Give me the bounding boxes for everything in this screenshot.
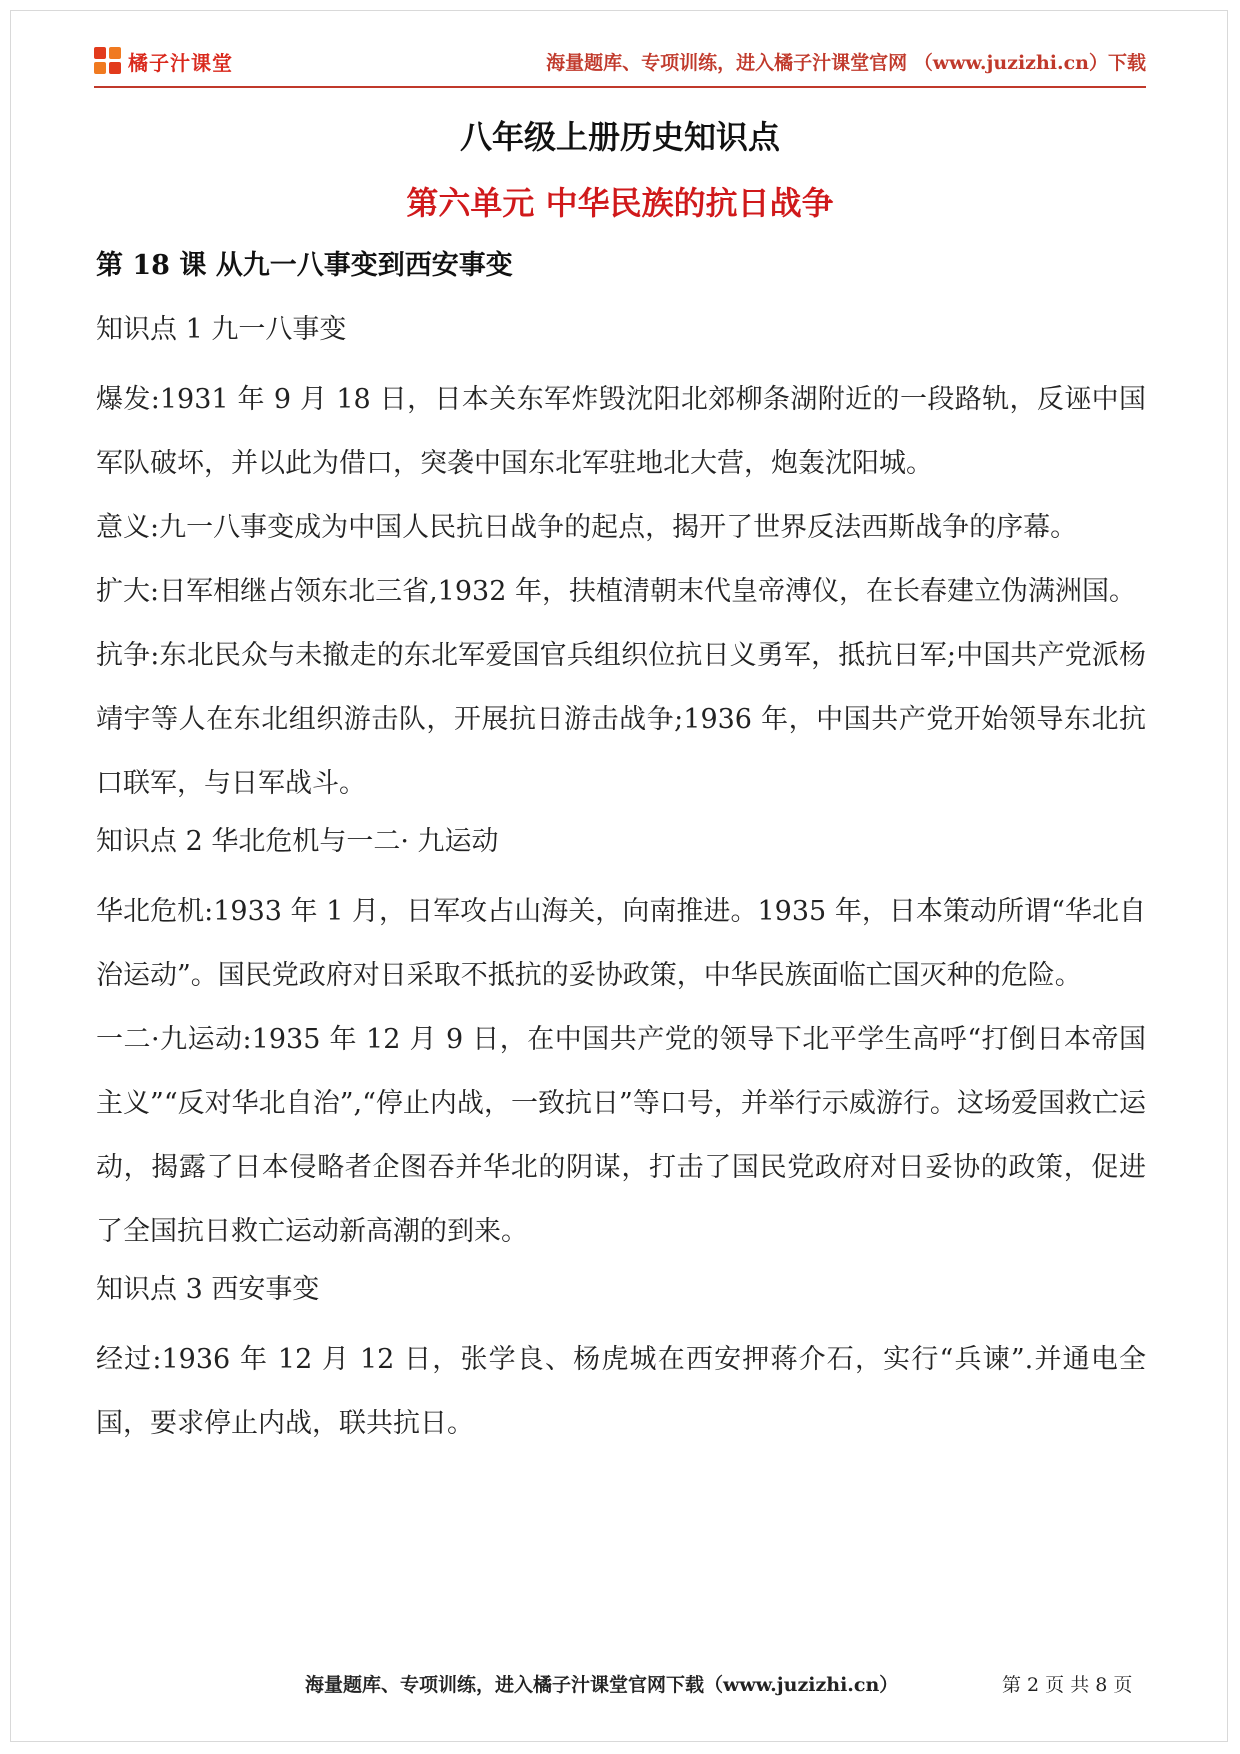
brand-logo[interactable] <box>94 46 233 76</box>
page-header <box>94 42 1146 88</box>
paragraph: 一二·九运动:1935 年 12 月 9 日，在中国共产党的领导下北平学生高呼“打倒日本帝国主义”“反对华北自治”,“停止内战，一致抗日”等口号，并举行示威游行。这场爱国救亡运动，揭露了日本侵略者企图吞并华北的阴谋，打击了国民党政府对日妥协的政策，促进了全国抗日救亡运动新高潮的到来。 <box>96 1024 1146 1247</box>
logo-icon <box>94 47 122 75</box>
paragraph: 华北危机:1933 年 1 月，日军攻占山海关，向南推进。1935 年，日本策动所谓“华北自治运动”。国民党政府对日采取不抵抗的妥协政策，中华民族面临亡国灭种的危险。 <box>96 896 1146 991</box>
paragraph: 爆发:1931 年 9 月 18 日，日本关东军炸毁沈阳北郊柳条湖附近的一段路轨，反诬中国军队破坏，并以此为借口，突袭中国东北军驻地北大营，炮轰沈阳城。 <box>96 384 1146 479</box>
document-title: 八年级上册历史知识点 <box>459 118 780 156</box>
page-number: 第 2 页 共 8 页 <box>1002 1674 1133 1696</box>
knowledge-point-title: 知识点 1 九一八事变 <box>96 314 347 345</box>
lesson-title: 第 18 课 从九一八事变到西安事变 <box>96 250 513 281</box>
page-footer <box>0 1664 1240 1704</box>
paragraph: 抗争:东北民众与未撤走的东北军爱国官兵组织位抗日义勇军，抵抗日军;中国共产党派杨靖宇等人在东北组织游击队，开展抗日游击战争;1936 年，中国共产党开始领导东北抗口联军，与日军战斗。 <box>96 640 1146 799</box>
footer-text[interactable]: 海量题库、专项训练，进入橘子汁课堂官网下载（www.juzizhi.cn） <box>305 1674 899 1696</box>
knowledge-point-title: 知识点 3 西安事变 <box>96 1274 320 1305</box>
unit-title: 第六单元 中华民族的抗日战争 <box>406 184 834 222</box>
document-body <box>96 240 1146 1456</box>
header-slogan: 海量题库、专项训练，进入橘子汁课堂官网 （www.juzizhi.cn）下载 <box>546 52 1146 74</box>
paragraph: 经过:1936 年 12 月 12 日，张学良、杨虎城在西安押蒋介石，实行“兵谏”.并通电全国，要求停止内战，联共抗日。 <box>96 1344 1146 1439</box>
paragraph: 意义:九一八事变成为中国人民抗日战争的起点，揭开了世界反法西斯战争的序幕。 <box>96 512 1078 543</box>
knowledge-point-title: 知识点 2 华北危机与一二· 九运动 <box>96 826 499 857</box>
logo-text: 橘子汁课堂 <box>128 50 233 75</box>
paragraph: 扩大:日军相继占领东北三省,1932 年，扶植清朝末代皇帝溥仪，在长春建立伪满洲国。 <box>96 576 1136 607</box>
